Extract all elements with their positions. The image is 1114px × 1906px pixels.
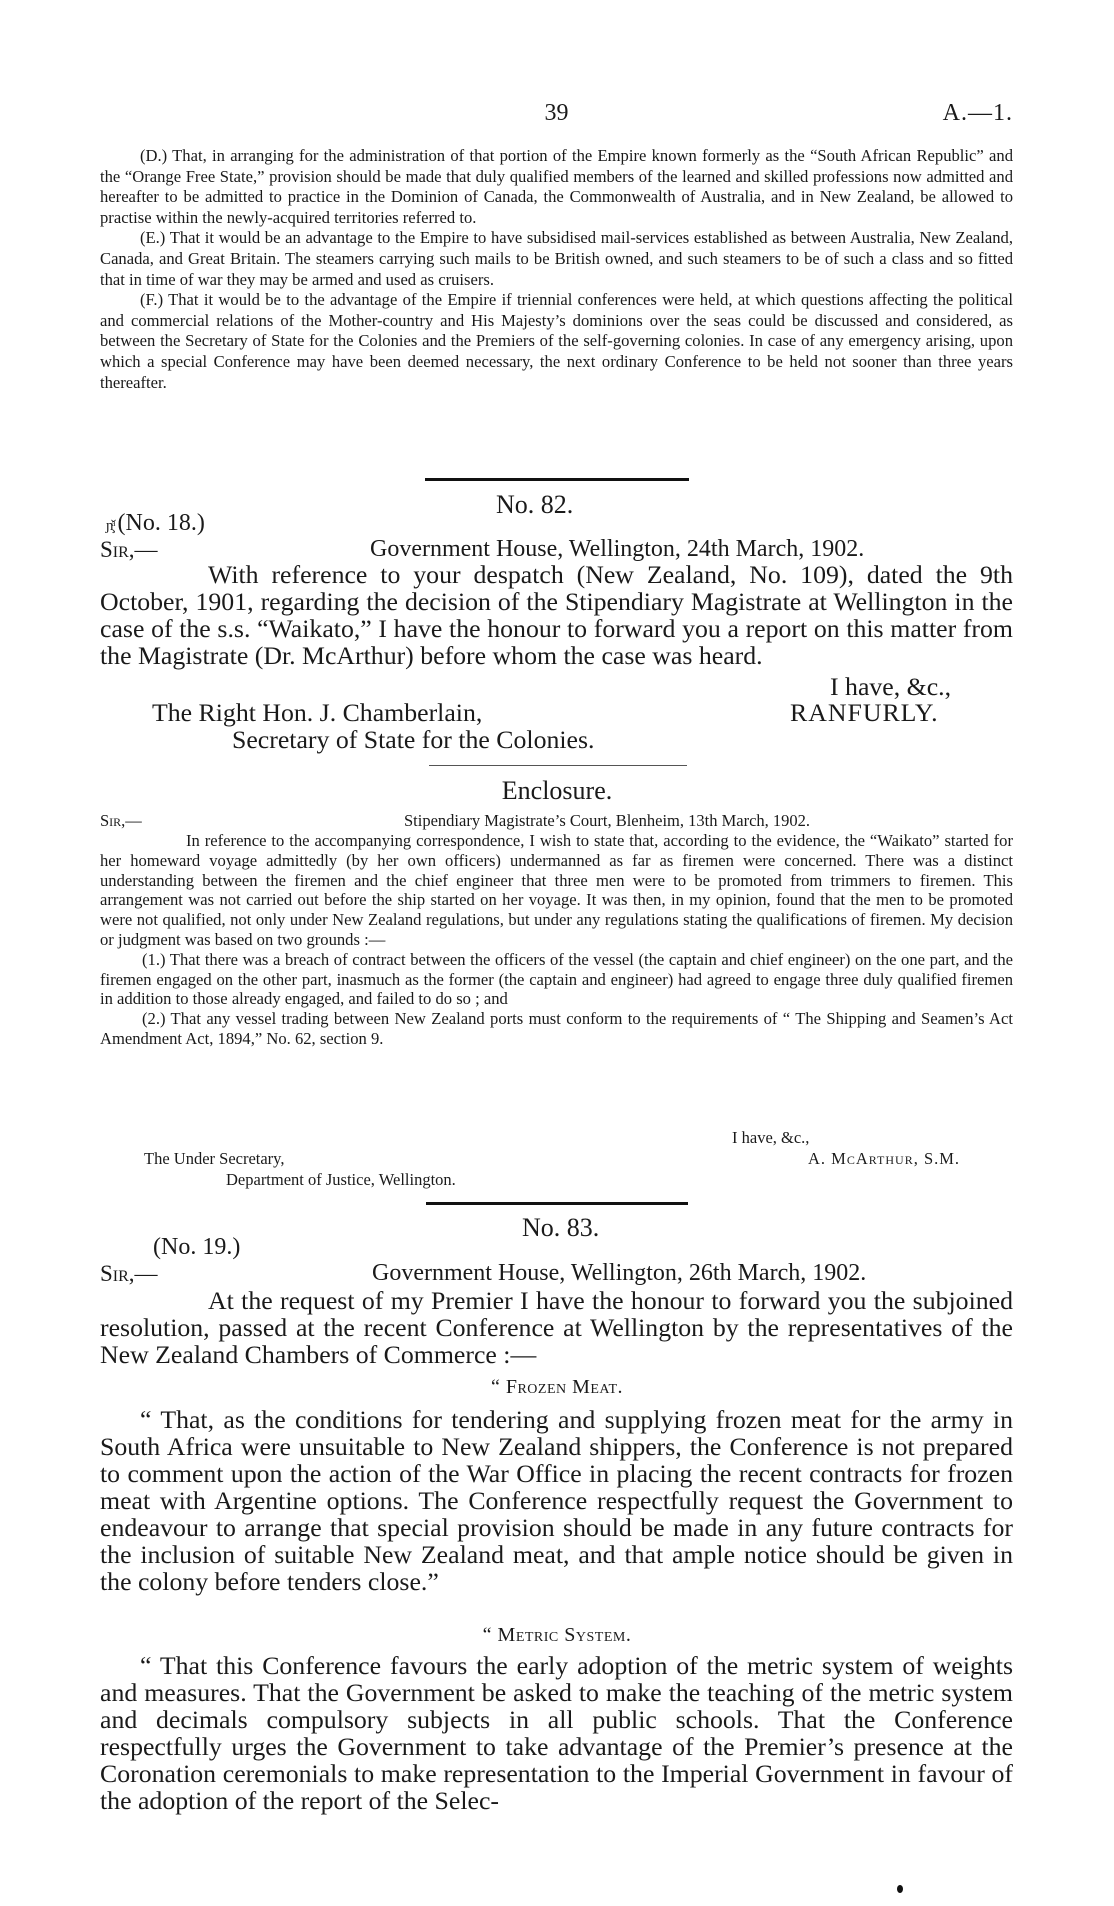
closing-82: I have, &c.,: [830, 672, 952, 701]
metric-system-block: [100, 1652, 1013, 1814]
dateline-enclosure: Stipendiary Magistrate’s Court, Blenheim, 13th March, 1902.: [404, 811, 811, 830]
page-header: [100, 100, 1013, 136]
enclosure-paragraph-2: (1.) That there was a breach of contract between the officers of the vessel (the captain and chief engineer) on the one part, and the firemen engaged on the other part, inasmuch as the former (the captain and engineer) had agreed to engage three duly qualified firemen in addition to those already engaged, and failed to do so ; and: [100, 949, 1013, 1009]
letter-body-83: [100, 1287, 1013, 1368]
section-rule-83: [426, 1202, 688, 1205]
page-number: 39: [544, 100, 569, 126]
resolution-e: (E.) That it would be an advantage to the Empire to have subsidised mail-services established as between Australia, New Zealand, Canada, and Great Britain. The steamers carrying such mails to be British owned, and such steamers to be of such a class and so fitted that in time of war they may be armed and used as cruisers.: [100, 228, 1013, 289]
salutation-82: Sir,—: [100, 537, 158, 562]
ink-spot: [897, 1885, 903, 1893]
enclosure-heading: Enclosure.: [501, 776, 613, 805]
closing-enclosure: I have, &c.,: [732, 1128, 810, 1147]
enclosure-body: [100, 831, 1013, 1049]
addressee-82-line1: The Right Hon. J. Chamberlain,: [152, 698, 483, 727]
margin-mark: ɲ̧ͣ̌: [106, 518, 114, 534]
letter-body-82: [100, 561, 1013, 669]
body-83: At the request of my Premier I have the honour to forward you the subjoined resolution, passed at the recent Conference at Wellington by the representatives of the New Zealand Chambers of Commerce :—: [100, 1286, 1013, 1369]
addressee-82-line2: Secretary of State for the Colonies.: [232, 725, 595, 754]
salutation-enclosure: Sir,—: [100, 811, 142, 830]
enclosure-paragraph-1: In reference to the accompanying correspondence, I wish to state that, according to the evidence, the “Waikato” started for her homeward voyage admittedly (by her own officers) undermanned as far as firemen were concerned. There was a distinct understanding between the firemen and the chief engineer that three men were to be promoted from trimmers to firemen. This arrangement was not carried out before the ship started on her voyage. It was then, in my opinion, found that the men to be promoted were not qualified, not only under New Zealand regulations, but under any regulations stating the qualifications of firemen. My decision or judgment was based on two grounds :—: [100, 831, 1013, 949]
section-rule: [425, 478, 689, 481]
salutation-83: Sir,—: [100, 1261, 158, 1286]
despatch-label: (No. 18.): [117, 510, 205, 536]
addressee-enclosure-line2: Department of Justice, Wellington.: [226, 1170, 456, 1189]
addressee-enclosure-line1: The Under Secretary,: [144, 1149, 285, 1168]
letter-number-82: No. 82.: [496, 490, 574, 519]
heading-metric-system: “ Metric System.: [482, 1624, 632, 1646]
dateline-82: Government House, Wellington, 24th March, 1902.: [370, 536, 865, 562]
enclosure-rule: [429, 765, 687, 766]
signature-ranfurly: RANFURLY.: [790, 698, 939, 727]
enclosure-paragraph-3: (2.) That any vessel trading between New Zealand ports must conform to the requirements of “ The Shipping and Seamen’s Act Amendment Act, 1894,” No. 62, section 9.: [100, 1009, 1013, 1048]
frozen-meat-block: [100, 1406, 1013, 1595]
despatch-number-18: [106, 510, 205, 537]
frozen-meat-resolution: “ That, as the conditions for tendering and supplying frozen meat for the army in South Africa were unsuitable to New Zealand shippers, the Conference is not prepared to comment upon the action of the War Office in placing the recent contracts for frozen meat with Argentine options. The Conference respectfully request the Government to endeavour to arrange that special provision should be made in any future contracts for the inclusion of suitable New Zealand meat, and that ample notice should be given in the colony before tenders close.”: [100, 1405, 1013, 1596]
resolutions-block: [100, 146, 1013, 393]
dateline-83: Government House, Wellington, 26th March, 1902.: [372, 1260, 867, 1286]
resolution-f: (F.) That it would be to the advantage of the Empire if triennial conferences were held, at which questions affecting the political and commercial relations of the Mother-country and His Majesty’s dominions over the seas could be discussed and considered, as between the Secretary of State for the Colonies and the Premiers of the self-governing colonies. In case of any emergency arising, upon which a special Conference may have been deemed necessary, the next ordinary Conference to be held not sooner than three years thereafter.: [100, 290, 1013, 392]
document-reference: A.—1.: [942, 100, 1013, 126]
heading-frozen-meat: “ Frozen Meat.: [490, 1376, 624, 1398]
metric-system-resolution: “ That this Conference favours the early adoption of the metric system of weights and measures. That the Government be asked to make the teaching of the metric system and decimals compulsory subjects in all public schools. That the Conference respectfully urges the Government to take advantage of the Premier’s presence at the Coronation ceremonials to make representation to the Imperial Government in favour of the adoption of the report of the Selec-: [100, 1651, 1013, 1815]
despatch-number-19: (No. 19.): [153, 1234, 241, 1260]
resolution-d: (D.) That, in arranging for the administration of that portion of the Empire known formerly as the “South African Republic” and the “Orange Free State,” provision should be made that duly qualified members of the learned and skilled professions now admitted and hereafter to be admitted to practice in the Dominion of Canada, the Commonwealth of Australia, and in New Zealand, be allowed to practise within the newly-acquired territories referred to.: [100, 146, 1013, 227]
letter-number-83: No. 83.: [522, 1213, 600, 1242]
signature-mcarthur: A. McArthur, S.M.: [808, 1149, 961, 1168]
body-82: With reference to your despatch (New Zealand, No. 109), dated the 9th October, 1901, regarding the decision of the Stipendiary Magistrate at Wellington in the case of the s.s. “Waikato,” I have the honour to forward you a report on this matter from the Magistrate (Dr. McArthur) before whom the case was heard.: [100, 560, 1013, 670]
